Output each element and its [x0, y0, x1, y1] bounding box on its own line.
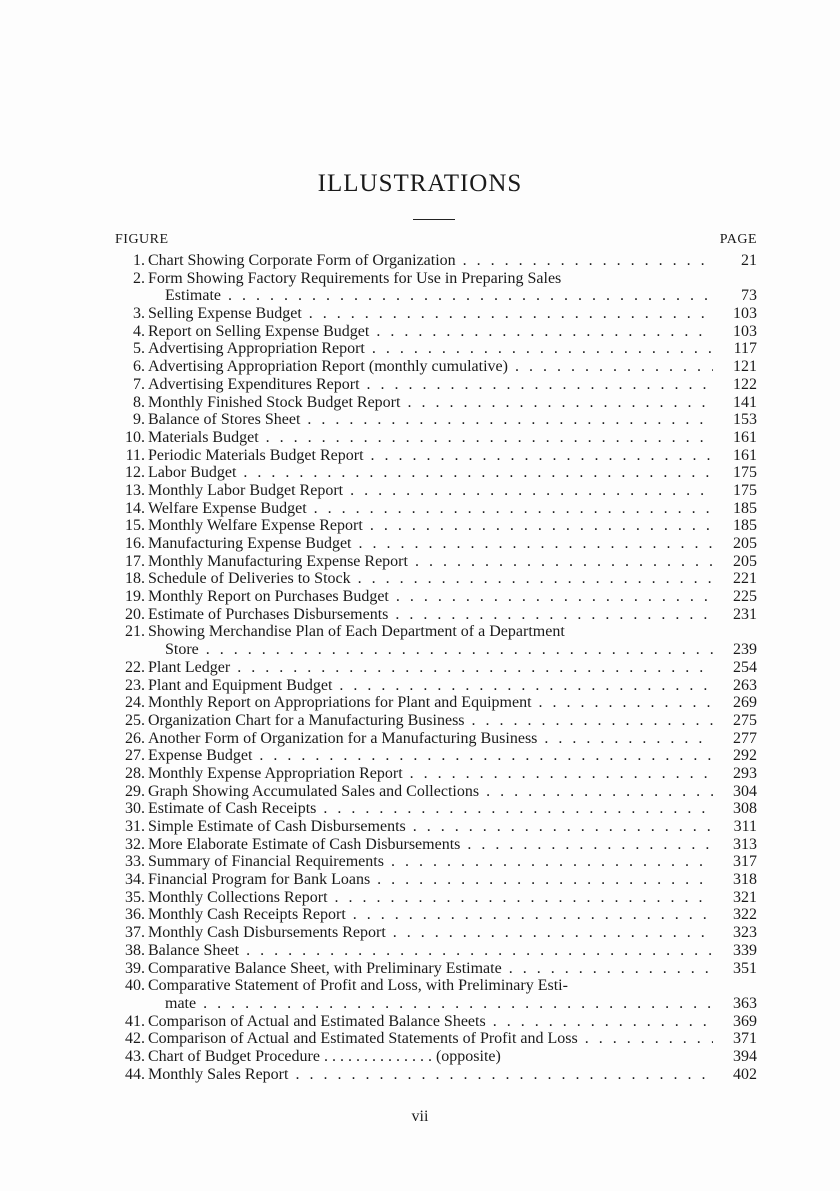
figure-caption: Estimate of Cash Receipts . . .: [148, 800, 713, 818]
list-item: [115, 606, 757, 624]
figure-number: 35.: [125, 888, 145, 906]
page-number: 277: [733, 729, 757, 747]
figure-number: 19.: [125, 588, 145, 606]
list-item: [115, 1066, 757, 1084]
list-item: [115, 677, 757, 695]
entry-line: [115, 376, 757, 394]
figure-caption: Monthly Collections Report . . .: [148, 889, 713, 907]
leader-dots: [532, 694, 713, 711]
figure-number: 26.: [125, 729, 145, 747]
figure-number: 3.: [133, 305, 145, 323]
list-item: [115, 889, 757, 907]
figure-caption: Periodic Materials Budget Report . . .: [148, 447, 713, 465]
list-item: [115, 305, 757, 323]
page-number: 153: [733, 411, 757, 429]
leader-dots: [328, 889, 713, 906]
figure-number: 24.: [125, 694, 145, 712]
list-item: [115, 836, 757, 854]
page-number: 369: [733, 1012, 757, 1030]
entry-line: [115, 500, 757, 518]
entry-line: [115, 394, 757, 412]
list-item: [115, 394, 757, 412]
figure-caption: Organization Chart for a Manufacturing Business . . .: [148, 712, 713, 730]
entry-line: [115, 889, 757, 907]
page-number: 269: [733, 694, 757, 712]
page-title: ILLUSTRATIONS: [317, 170, 523, 197]
entry-line: [115, 853, 757, 871]
entry-line: [115, 747, 757, 765]
entry-line: [115, 358, 757, 376]
list-item: [115, 906, 757, 924]
page-number: 402: [733, 1065, 757, 1083]
list-item: [115, 270, 757, 305]
leader-dots: [578, 1030, 713, 1047]
list-item: [115, 871, 757, 889]
figure-caption: Materials Budget . . .: [148, 429, 713, 447]
leader-dots: [332, 677, 713, 694]
page-number: 323: [733, 924, 757, 942]
figure-caption: Monthly Cash Receipts Report . . .: [148, 906, 713, 924]
entry-line: [115, 942, 757, 960]
list-item: [115, 447, 757, 465]
leader-dots: [239, 942, 713, 959]
list-item: [115, 588, 757, 606]
page-number: 73: [741, 287, 757, 305]
leader-dots: [403, 765, 713, 782]
figure-caption: Advertising Expenditures Report . . .: [148, 376, 713, 394]
figure-caption: Advertising Appropriation Report (monthly cumulative) . . .: [148, 358, 713, 376]
figure-number: 15.: [125, 517, 145, 535]
page-number: 121: [733, 358, 757, 376]
figure-caption: Store . . .: [165, 641, 713, 659]
figure-number: 10.: [125, 428, 145, 446]
page-number: 141: [733, 393, 757, 411]
figure-number: 9.: [133, 411, 145, 429]
figure-number: 31.: [125, 818, 145, 835]
page-number: 175: [733, 481, 757, 499]
list-item: [115, 853, 757, 871]
figure-caption: Financial Program for Bank Loans . . .: [148, 871, 713, 889]
leader-dots: [388, 606, 713, 623]
figure-number: 38.: [125, 941, 145, 959]
page-number: 21: [741, 252, 757, 269]
leader-dots: [360, 376, 713, 393]
figure-caption: Simple Estimate of Cash Disbursements . . .: [148, 818, 713, 836]
entry-line: [115, 535, 757, 553]
figure-caption: Welfare Expense Budget . . .: [148, 500, 713, 518]
figure-caption: Monthly Sales Report . . .: [148, 1066, 713, 1084]
figure-caption: Estimate of Purchases Disbursements . . .: [148, 606, 713, 624]
leader-dots: [363, 517, 713, 534]
entry-line: [115, 906, 757, 924]
leader-dots: [351, 570, 713, 587]
figure-caption: Balance of Stores Sheet . . .: [148, 411, 713, 429]
page-number: 231: [733, 605, 757, 623]
entry-line: [115, 783, 757, 801]
list-item: [115, 1030, 757, 1048]
figure-number: 5.: [133, 340, 145, 358]
leader-dots: [479, 783, 713, 800]
figure-number: 1.: [133, 252, 145, 269]
figure-caption: Comparison of Actual and Estimated Balance Sheets . . .: [148, 1013, 713, 1031]
figure-number: 11.: [125, 446, 145, 464]
page-column-label: PAGE: [719, 232, 757, 247]
page-number: 317: [733, 853, 757, 871]
leader-dots: [465, 712, 713, 729]
page-number: 394: [733, 1047, 757, 1065]
figure-caption: mate . . .: [165, 995, 713, 1013]
figure-caption: Monthly Report on Appropriations for Plant and Equipment . . .: [148, 694, 713, 712]
figure-caption: Monthly Cash Disbursements Report . . .: [148, 924, 713, 942]
list-item: [115, 977, 757, 1012]
figure-number: 18.: [125, 570, 145, 588]
list-item: [115, 747, 757, 765]
leader-dots: [502, 960, 713, 977]
entry-line: [115, 677, 757, 695]
page-number: 239: [733, 641, 757, 659]
leader-dots: [316, 800, 713, 817]
figure-number: 32.: [125, 835, 145, 853]
page-number: 103: [733, 305, 757, 323]
figure-number: 25.: [125, 711, 145, 729]
list-item: [115, 358, 757, 376]
list-item: [115, 818, 757, 836]
page-number: 321: [733, 888, 757, 906]
page-number: 292: [733, 747, 757, 765]
page-number: 322: [733, 906, 757, 924]
entry-line: [115, 464, 757, 482]
page-number: 351: [733, 959, 757, 977]
entry-line: [115, 411, 757, 429]
list-item: [115, 570, 757, 588]
entry-line: [115, 800, 757, 818]
illustrations-list: [115, 252, 757, 1083]
list-item: [115, 800, 757, 818]
leader-dots: [259, 429, 713, 446]
figure-caption: Monthly Report on Purchases Budget . . .: [148, 588, 713, 606]
entry-line: [115, 1013, 757, 1031]
figure-caption: Expense Budget . . .: [148, 747, 713, 765]
page-number: 185: [733, 517, 757, 535]
list-item: [115, 712, 757, 730]
list-item: [115, 960, 757, 978]
leader-dots: [460, 836, 713, 853]
leader-dots: [199, 641, 713, 658]
list-item: [115, 429, 757, 447]
page-number: 363: [733, 994, 757, 1012]
figure-caption: Balance Sheet . . .: [148, 942, 713, 960]
page-number: 313: [733, 835, 757, 853]
entry-line: [115, 924, 757, 942]
leader-dots: [196, 995, 713, 1012]
title-rule: [413, 219, 455, 220]
figure-number: 41.: [125, 1012, 145, 1030]
figure-caption: Schedule of Deliveries to Stock . . .: [148, 570, 713, 588]
entry-line: [115, 641, 757, 659]
figure-number: 40.: [125, 977, 145, 995]
page-number: 339: [733, 941, 757, 959]
figure-caption: Plant Ledger . . .: [148, 659, 713, 677]
figure-number: 37.: [125, 924, 145, 942]
figure-caption: Chart of Budget Procedure . . . . . . . . . . . . . . (opposite): [148, 1047, 501, 1065]
figure-number: 16.: [125, 535, 145, 552]
entry-line: [115, 447, 757, 465]
entry-line: [115, 270, 757, 288]
leader-dots: [288, 1066, 713, 1083]
leader-dots: [346, 906, 713, 923]
list-item: [115, 464, 757, 482]
page-number: 221: [733, 570, 757, 588]
page-number: 304: [733, 782, 757, 800]
leader-dots: [400, 394, 713, 411]
leader-dots: [386, 924, 713, 941]
figure-caption: Summary of Financial Requirements . . .: [148, 853, 713, 871]
figure-caption: Comparison of Actual and Estimated Statements of Profit and Loss . . .: [148, 1030, 713, 1048]
list-item: [115, 323, 757, 341]
list-item: [115, 517, 757, 535]
entry-line: [115, 960, 757, 978]
figure-number: 34.: [125, 871, 145, 889]
page-number: 308: [733, 800, 757, 818]
figure-caption: Plant and Equipment Budget . . .: [148, 677, 713, 695]
figure-number: 36.: [125, 906, 145, 924]
entry-line: [115, 765, 757, 783]
figure-number: 8.: [133, 393, 145, 411]
figure-number: 42.: [125, 1030, 145, 1048]
list-item: [115, 482, 757, 500]
entry-line: [115, 659, 757, 677]
list-item: [115, 376, 757, 394]
figure-caption: Graph Showing Accumulated Sales and Collections . . .: [148, 783, 713, 801]
list-item: [115, 500, 757, 518]
leader-dots: [456, 252, 713, 269]
list-item: [115, 553, 757, 571]
leader-dots: [343, 482, 713, 499]
leader-dots: [365, 340, 713, 357]
leader-dots: [486, 1013, 713, 1030]
figure-number: 20.: [125, 605, 145, 623]
page-number: 254: [733, 658, 757, 676]
page-number: 293: [733, 764, 757, 782]
leader-dots: [230, 659, 713, 676]
figure-caption: Another Form of Organization for a Manufacturing Business . . .: [148, 730, 713, 748]
figure-number: 23.: [125, 676, 145, 694]
page-number: 311: [733, 818, 757, 835]
leader-dots: [236, 464, 713, 481]
leader-dots: [389, 588, 713, 605]
figure-caption: Comparative Statement of Profit and Loss, with Preliminary Esti-: [148, 977, 568, 995]
figure-number: 7.: [133, 375, 145, 393]
list-item: [115, 623, 757, 658]
figure-number: 2.: [133, 269, 145, 287]
entry-line: [115, 694, 757, 712]
list-item: [115, 659, 757, 677]
entry-line: [115, 712, 757, 730]
figure-number: 28.: [125, 764, 145, 782]
figure-number: 4.: [133, 322, 145, 340]
entry-line: [115, 570, 757, 588]
entry-line: [115, 305, 757, 323]
entry-line: [115, 1048, 757, 1066]
figure-number: 29.: [125, 782, 145, 800]
list-item: [115, 783, 757, 801]
leader-dots: [508, 358, 713, 375]
entry-line: [115, 323, 757, 341]
figure-number: 12.: [125, 464, 145, 482]
list-item: [115, 1013, 757, 1031]
entry-line: [115, 623, 757, 641]
entry-line: [115, 995, 757, 1013]
list-item: [115, 340, 757, 358]
figure-caption: Selling Expense Budget . . .: [148, 305, 713, 323]
entry-line: [115, 1030, 757, 1048]
figure-caption: Monthly Labor Budget Report . . .: [148, 482, 713, 500]
entry-line: [115, 287, 757, 305]
figure-caption: Showing Merchandise Plan of Each Department of a Department: [148, 623, 565, 641]
page-number: 103: [733, 322, 757, 340]
list-item: [115, 924, 757, 942]
leader-dots: [300, 411, 713, 428]
leader-dots: [307, 500, 713, 517]
figure-caption: Manufacturing Expense Budget . . .: [148, 535, 713, 553]
leader-dots: [302, 305, 713, 322]
entry-line: [115, 553, 757, 571]
page-number: 275: [733, 711, 757, 729]
entry-line: [115, 871, 757, 889]
page-number: 185: [733, 499, 757, 517]
entry-line: [115, 429, 757, 447]
figure-number: 13.: [125, 481, 145, 499]
entry-line: [115, 340, 757, 358]
page-number: 225: [733, 588, 757, 606]
leader-dots: [370, 871, 713, 888]
list-item: [115, 535, 757, 553]
leader-dots: [252, 747, 713, 764]
list-item: [115, 730, 757, 748]
figure-caption: Monthly Welfare Expense Report . . .: [148, 517, 713, 535]
page-number: 161: [733, 428, 757, 446]
figure-number: 14.: [125, 499, 145, 517]
entry-line: [115, 977, 757, 995]
entry-line: [115, 252, 757, 270]
leader-dots: [221, 287, 713, 304]
leader-dots: [537, 730, 713, 747]
figure-column-label: FIGURE: [115, 232, 169, 247]
figure-number: 22.: [125, 658, 145, 676]
figure-number: 27.: [125, 747, 145, 765]
entry-line: [115, 482, 757, 500]
figure-caption: Monthly Finished Stock Budget Report . . .: [148, 394, 713, 412]
figure-caption: Labor Budget . . .: [148, 464, 713, 482]
list-item: [115, 942, 757, 960]
column-header: [115, 232, 757, 250]
figure-caption: Advertising Appropriation Report . . .: [148, 340, 713, 358]
page-number: 263: [733, 676, 757, 694]
figure-caption: Form Showing Factory Requirements for Use in Preparing Sales: [148, 269, 562, 287]
leader-dots: [364, 447, 713, 464]
figure-number: 30.: [125, 800, 145, 818]
page-number: 161: [733, 446, 757, 464]
leader-dots: [406, 818, 713, 835]
figure-caption: More Elaborate Estimate of Cash Disbursements . . .: [148, 836, 713, 854]
entry-line: [115, 606, 757, 624]
page-number: 122: [733, 375, 757, 393]
leader-dots: [408, 553, 713, 570]
page-number: 175: [733, 464, 757, 482]
figure-caption: Report on Selling Expense Budget . . .: [148, 323, 713, 341]
figure-caption: Monthly Expense Appropriation Report . . .: [148, 765, 713, 783]
figure-caption: Monthly Manufacturing Expense Report . . .: [148, 553, 713, 571]
figure-number: 6.: [133, 358, 145, 376]
page-folio: vii: [411, 1108, 429, 1125]
entry-line: [115, 818, 757, 836]
leader-dots: [384, 853, 713, 870]
entry-line: [115, 730, 757, 748]
figure-number: 43.: [125, 1047, 145, 1065]
figure-caption: Comparative Balance Sheet, with Preliminary Estimate . . .: [148, 960, 713, 978]
figure-caption: Estimate . . .: [165, 287, 713, 305]
list-item: [115, 252, 757, 270]
figure-number: 33.: [125, 853, 145, 871]
leader-dots: [352, 535, 714, 552]
entry-line: [115, 1066, 757, 1084]
page-number: 371: [733, 1030, 757, 1048]
entry-line: [115, 836, 757, 854]
page-number: 205: [733, 552, 757, 570]
leader-dots: [369, 323, 713, 340]
figure-caption: Chart Showing Corporate Form of Organization . . .: [148, 252, 713, 270]
entry-line: [115, 517, 757, 535]
page-number: 117: [733, 340, 757, 358]
page-number: 205: [733, 535, 757, 552]
list-item: [115, 1048, 757, 1066]
entry-line: [115, 588, 757, 606]
list-item: [115, 411, 757, 429]
figure-number: 17.: [125, 552, 145, 570]
figure-number: 44.: [125, 1065, 145, 1083]
page-number: 318: [733, 871, 757, 889]
list-item: [115, 765, 757, 783]
figure-number: 39.: [125, 959, 145, 977]
list-item: [115, 694, 757, 712]
figure-number: 21.: [125, 623, 145, 641]
